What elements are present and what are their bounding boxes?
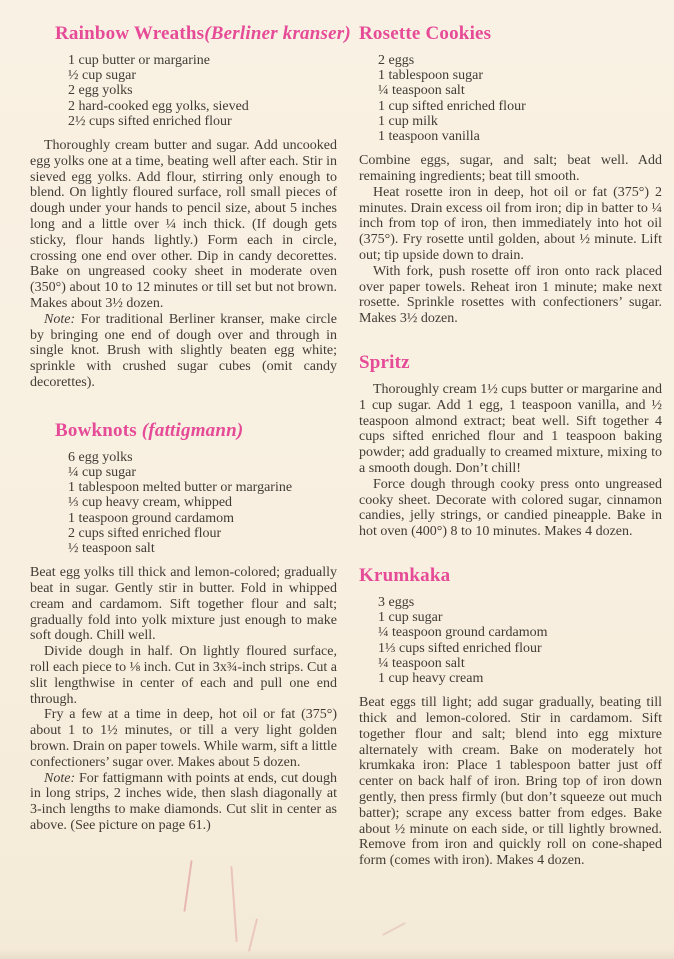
ingredient-list	[359, 53, 662, 144]
note-label: Note:	[44, 311, 76, 327]
ingredient-item: 2 hard-cooked egg yolks, sieved	[68, 98, 249, 114]
column-left	[30, 23, 351, 959]
recipe-paragraph: Combine eggs, sugar, and salt; beat well. Add remaining ingredients; beat till smooth.	[359, 153, 662, 185]
ingredient-item: 1 tablespoon sugar	[378, 68, 483, 84]
ingredient-item: 3 eggs	[378, 594, 415, 610]
recipe-paragraph: Divide dough in half. On lightly floured surface, roll each piece to ⅛ inch. Cut in 3x¾-inch strips. Cut a slit lengthwise in center of each and pull one end through.	[30, 644, 337, 707]
column-right	[359, 24, 662, 959]
ingredient-list	[359, 595, 662, 686]
ingredient-item: ¼ cup sugar	[68, 464, 137, 480]
recipe-rainbow-wreaths	[30, 23, 351, 391]
recipe-title-text: Bowknots	[55, 419, 137, 441]
recipe-title-text: Rainbow Wreaths	[55, 23, 205, 44]
ingredient-item: 1 cup milk	[378, 113, 438, 129]
recipe-bowknots	[30, 421, 337, 834]
recipe-note-paragraph: Note: For traditional Berliner kranser, make circle by bringing one end of dough over and through in single knot. Brush with slightly beaten egg white; sprinkle with crushed sugar cubes (omit candy decorettes).	[30, 311, 337, 390]
recipe-body	[359, 382, 662, 540]
ingredient-item: 2 eggs	[378, 53, 415, 68]
recipe-note-paragraph: Note: For fattigmann with points at ends, cut dough in long strips, 2 inches wide, then slash diagonally at 3-inch lengths to make diamonds. Cut slit in center as above. (See picture on page 61.)	[30, 770, 337, 833]
ingredient-item: 2 egg yolks	[68, 83, 133, 99]
recipe-paragraph: Heat rosette iron in deep, hot oil or fat (375°) 2 minutes. Drain excess oil from iron; dip in batter to ¼ inch from top of iron, then immediately into hot oil (375°). Fry rosette until golden, about ½ minute. Lift out; tip upside down to drain.	[359, 184, 662, 263]
recipe-paragraph: Force dough through cooky press onto ungreased cooky sheet. Decorate with colored sugar, cinnamon candies, jelly strings, or candied pineapple. Bake in hot oven (400°) 8 to 10 minutes. Makes 4 dozen.	[359, 476, 662, 540]
recipe-title	[30, 421, 337, 441]
ingredient-item: ⅓ cup heavy cream, whipped	[68, 495, 233, 511]
ingredient-item: ¼ teaspoon salt	[378, 83, 465, 99]
recipe-rosette-cookies	[359, 24, 662, 327]
recipe-body	[30, 138, 337, 391]
note-label: Note:	[44, 770, 76, 786]
recipe-body	[359, 695, 662, 869]
ingredient-item: 6 egg yolks	[68, 449, 133, 465]
recipe-title	[30, 23, 351, 44]
recipe-krumkaka	[359, 566, 662, 869]
recipe-title-text: Spritz	[359, 351, 410, 373]
recipe-spritz	[359, 353, 662, 540]
ingredient-item: ½ teaspoon salt	[68, 540, 155, 556]
ingredient-item: 1 cup sugar	[378, 610, 443, 626]
ingredient-item: 1⅓ cups sifted enriched flour	[378, 640, 542, 656]
ingredient-item: 1 teaspoon vanilla	[378, 129, 480, 145]
ingredient-item: ½ cup sugar	[68, 68, 137, 84]
recipe-paragraph: Beat eggs till light; add sugar gradually, beating till thick and lemon-colored. Stir in cardamom. Sift together flour and salt; blend into egg mixture alternately with cream. Bake on moderately hot krumkaka iron: Place 1 tablespoon batter just off center on back half of iron. Bring top of iron down gently, then press firmly (but don’t squeeze out much batter); scrape any excess batter from edges. Bake about ½ minute on each side, or till lightly browned. Remove from iron and quickly roll on cone-shaped form (comes with iron). Makes 4 dozen.	[359, 695, 662, 869]
recipe-title-text: Krumkaka	[359, 564, 451, 586]
recipe-title	[359, 353, 662, 373]
ingredient-item: 2½ cups sifted enriched flour	[68, 113, 232, 129]
recipe-title-subtitle: (fattigmann)	[136, 419, 244, 441]
recipe-paragraph: Thoroughly cream 1½ cups butter or margarine and 1 cup sugar. Add 1 egg, 1 teaspoon vanilla, and ½ teaspoon almond extract; beat well. Sift together 4 cups sifted enriched flour and 1 teaspoon baking powder; add gradually to creamed mixture, mixing to a smooth dough. Don’t chill!	[359, 381, 662, 476]
recipe-title	[359, 24, 662, 44]
ingredient-item: 2 cups sifted enriched flour	[68, 525, 222, 541]
ingredient-item: 1 cup sifted enriched flour	[378, 98, 526, 114]
recipe-body	[359, 153, 662, 327]
ingredient-item: 1 teaspoon ground cardamom	[68, 510, 235, 526]
recipe-title-text: Rosette Cookies	[359, 23, 492, 44]
recipe-paragraph: Thoroughly cream butter and sugar. Add uncooked egg yolks one at a time, beating well after each. Stir in sieved egg yolks. Add flour, stirring only enough to blend. On lightly floured surface, roll small pieces of dough under your hands to pencil size, about 5 inches long and a little over ¼ inch thick. (If dough gets sticky, flour hands lightly.) Form each in circle, crossing one end over other. Dip in candy decorettes. Bake on ungreased cooky sheet in moderate oven (350°) about 10 to 12 minutes or till set but not brown. Makes about 3½ dozen.	[30, 138, 337, 311]
recipe-title	[359, 566, 662, 586]
ingredient-item: 1 tablespoon melted butter or margarine	[68, 480, 293, 496]
ingredient-list	[30, 53, 337, 129]
recipe-paragraph: Fry a few at a time in deep, hot oil or fat (375°) about 1 to 1½ minutes, or till a very light golden brown. Drain on paper towels. While warm, sift a little confectioners’ sugar over. Makes about 5 dozen.	[30, 707, 337, 770]
ingredient-item: 1 cup butter or margarine	[68, 53, 211, 68]
ingredient-item: ¼ teaspoon salt	[378, 655, 465, 671]
ingredient-item: ¼ teaspoon ground cardamom	[378, 625, 548, 641]
recipe-paragraph: With fork, push rosette off iron onto rack placed over paper towels. Reheat iron 1 minute; make next rosette. Sprinkle rosettes with confectioners’ sugar. Makes 3½ dozen.	[359, 263, 662, 327]
ingredient-list	[30, 450, 337, 556]
recipe-title-subtitle: (Berliner kranser)	[204, 23, 351, 44]
recipe-body	[30, 565, 337, 834]
ingredient-item: 1 cup heavy cream	[378, 670, 484, 686]
recipe-paragraph: Beat egg yolks till thick and lemon-colored; gradually beat in sugar. Gently stir in butter. Fold in whipped cream and cardamom. Sift together flour and salt; gradually fold into yolk mixture just enough to make soft dough. Chill well.	[30, 565, 337, 644]
